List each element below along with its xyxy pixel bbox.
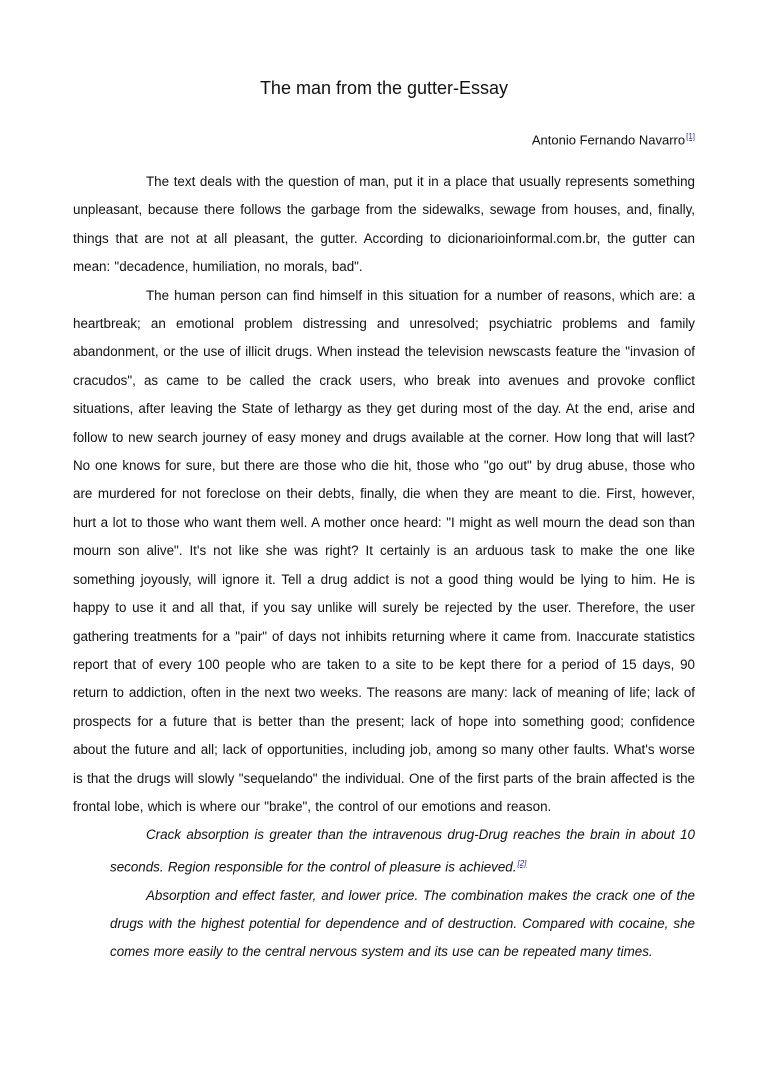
essay-body bbox=[73, 168, 695, 967]
quote-1-text: Crack absorption is greater than the intravenous drug-Drug reaches the brain in about 10 seconds. Region responsible for the control of pleasure is achieved. bbox=[110, 827, 695, 875]
paragraph-1: The text deals with the question of man, put it in a place that usually represents something unpleasant, because there follows the garbage from the sidewalks, sewage from houses, and, finally, things that are not at all pleasant, the gutter. According to dicionarioinformal.com.br, the gutter can mean: "decadence, humiliation, no morals, bad". bbox=[73, 174, 695, 275]
quote-2: Absorption and effect faster, and lower price. The combination makes the crack one of the drugs with the highest potential for dependence and of destruction. Compared with cocaine, she comes more easily to the central nervous system and its use can be repeated many times. bbox=[110, 887, 695, 960]
footnote-link-1[interactable]: [1] bbox=[686, 132, 695, 141]
author-name: Antonio Fernando Navarro bbox=[531, 132, 686, 148]
author-line bbox=[532, 128, 695, 149]
footnote-link-2[interactable]: [2] bbox=[517, 858, 527, 868]
page-title: The man from the gutter-Essay bbox=[259, 78, 509, 98]
paragraph-2: The human person can find himself in this situation for a number of reasons, which are: a heartbreak; an emotional problem distressing and unresolved; psychiatric problems and family abandonment, or the use of illicit drugs. When instead the television newscasts feature the "invasion of cracudos", as came to be called the crack users, who break into avenues and provoke conflict situations, after leaving the State of lethargy as they get during most of the day. At the end, arise and follow to new search journey of easy money and drugs available at the corner. How long that will last? No one knows for sure, but there are those who die hit, those who "go out" by drug abuse, those who are murdered for not foreclose on their debts, finally, die when they are meant to die. First, however, hurt a lot to those who want them well. A mother once heard: "I might as well mourn the dead son than mourn son alive". It's not like she was right? It certainly is an arduous task to make the one like something joyously, will ignore it. Tell a drug addict is not a good thing would be lying to him. He is happy to use it and all that, if you say unlike will surely be rejected by the user. Therefore, the user gathering treatments for a "pair" of days not inhibits returning where it came from. Inaccurate statistics report that of every 100 people who are taken to a site to be kept there for a period of 15 days, 90 return to addiction, often in the next two weeks. The reasons are many: lack of meaning of life; lack of prospects for a future that is better than the present; lack of hope into something good; confidence about the future and all; lack of opportunities, including job, among so many other faults. What's worse is that the drugs will slowly "sequelando" the individual. One of the first parts of the brain affected is the frontal lobe, which is where our "brake", the control of our emotions and reason. bbox=[73, 287, 695, 814]
quote-1 bbox=[110, 821, 695, 881]
